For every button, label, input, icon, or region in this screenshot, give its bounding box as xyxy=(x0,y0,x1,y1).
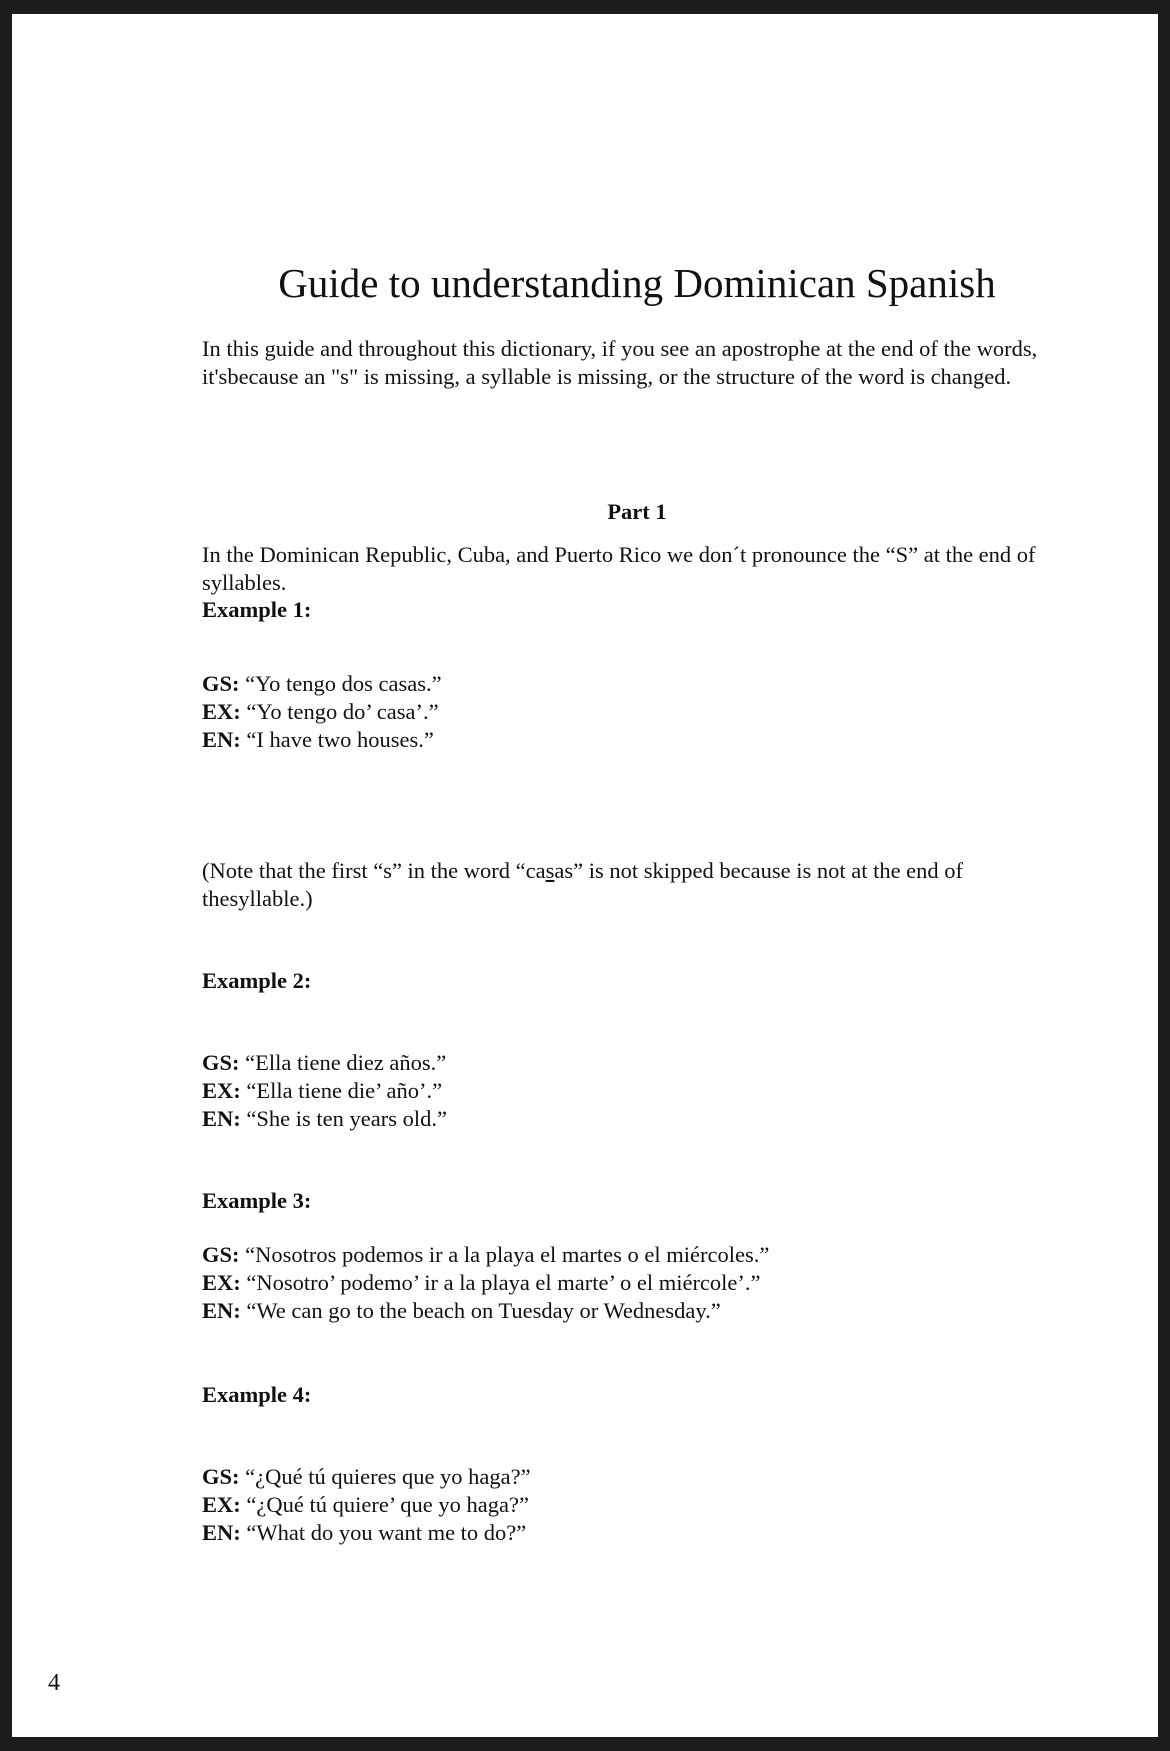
example-1-gs-text: “Yo tengo dos casas.” xyxy=(245,671,442,696)
note-paragraph xyxy=(202,857,1072,913)
en-label: EN: xyxy=(202,1520,241,1545)
gs-label: GS: xyxy=(202,1464,240,1489)
example-4-lines xyxy=(202,1463,1072,1547)
example-3-en-text: “We can go to the beach on Tuesday or Wednesday.” xyxy=(246,1298,721,1323)
ex-label: EX: xyxy=(202,1492,241,1517)
example-4-en-line xyxy=(202,1519,1072,1547)
example-3-lines xyxy=(202,1241,1072,1325)
example-4-en-text: “What do you want me to do?” xyxy=(246,1520,527,1545)
example-2-ex-text: “Ella tiene die’ año’.” xyxy=(246,1078,443,1103)
note-underlined-letter: s xyxy=(545,858,555,883)
en-label: EN: xyxy=(202,727,241,752)
page-title: Guide to understanding Dominican Spanish xyxy=(278,260,996,306)
gs-label: GS: xyxy=(202,671,240,696)
example-1-heading: Example 1: xyxy=(202,597,312,622)
example-1-en-text: “I have two houses.” xyxy=(246,727,434,752)
part-intro-paragraph: In the Dominican Republic, Cuba, and Puerto Rico we don´t pronounce the “S” at the end of syllables. xyxy=(202,542,1036,595)
example-3-gs-line xyxy=(202,1241,1072,1269)
example-2-en-line xyxy=(202,1105,1072,1133)
example-2-gs-text: “Ella tiene diez años.” xyxy=(245,1050,447,1075)
example-2-lines xyxy=(202,1049,1072,1133)
example-4-gs-line xyxy=(202,1463,1072,1491)
example-3-en-line xyxy=(202,1297,1072,1325)
gs-label: GS: xyxy=(202,1050,240,1075)
example-4-heading: Example 4: xyxy=(202,1382,312,1407)
example-3-ex-line xyxy=(202,1269,1072,1297)
example-3-ex-text: “Nosotro’ podemo’ ir a la playa el marte’ o el miércole’.” xyxy=(246,1270,761,1295)
example-1-en-line xyxy=(202,726,1072,754)
part-heading: Part 1 xyxy=(607,499,667,524)
page-number: 4 xyxy=(48,1670,60,1696)
example-3-gs-text: “Nosotros podemos ir a la playa el martes o el miércoles.” xyxy=(245,1242,770,1267)
en-label: EN: xyxy=(202,1106,241,1131)
ex-label: EX: xyxy=(202,1078,241,1103)
note-text-after: as” is not skipped because is not at the end of thesyllable.) xyxy=(202,858,964,911)
example-1-gs-line xyxy=(202,670,1072,698)
example-4-ex-line xyxy=(202,1491,1072,1519)
example-2-gs-line xyxy=(202,1049,1072,1077)
example-2-en-text: “She is ten years old.” xyxy=(246,1106,447,1131)
gs-label: GS: xyxy=(202,1242,240,1267)
ex-label: EX: xyxy=(202,699,241,724)
example-3-heading: Example 3: xyxy=(202,1188,312,1213)
example-1-lines xyxy=(202,670,1072,754)
example-4-ex-text: “¿Qué tú quiere’ que yo haga?” xyxy=(246,1492,529,1517)
ex-label: EX: xyxy=(202,1270,241,1295)
example-1-ex-line xyxy=(202,698,1072,726)
example-4-gs-text: “¿Qué tú quieres que yo haga?” xyxy=(245,1464,531,1489)
example-1-ex-text: “Yo tengo do’ casa’.” xyxy=(246,699,439,724)
document-page xyxy=(12,14,1158,1737)
intro-paragraph: In this guide and throughout this dictionary, if you see an apostrophe at the end of the words, it'sbecause an "s" is missing, a syllable is missing, or the structure of the word is changed. xyxy=(202,336,1038,389)
example-2-heading: Example 2: xyxy=(202,968,312,993)
en-label: EN: xyxy=(202,1298,241,1323)
note-text-before: (Note that the first “s” in the word “ca xyxy=(202,858,546,883)
example-2-ex-line xyxy=(202,1077,1072,1105)
